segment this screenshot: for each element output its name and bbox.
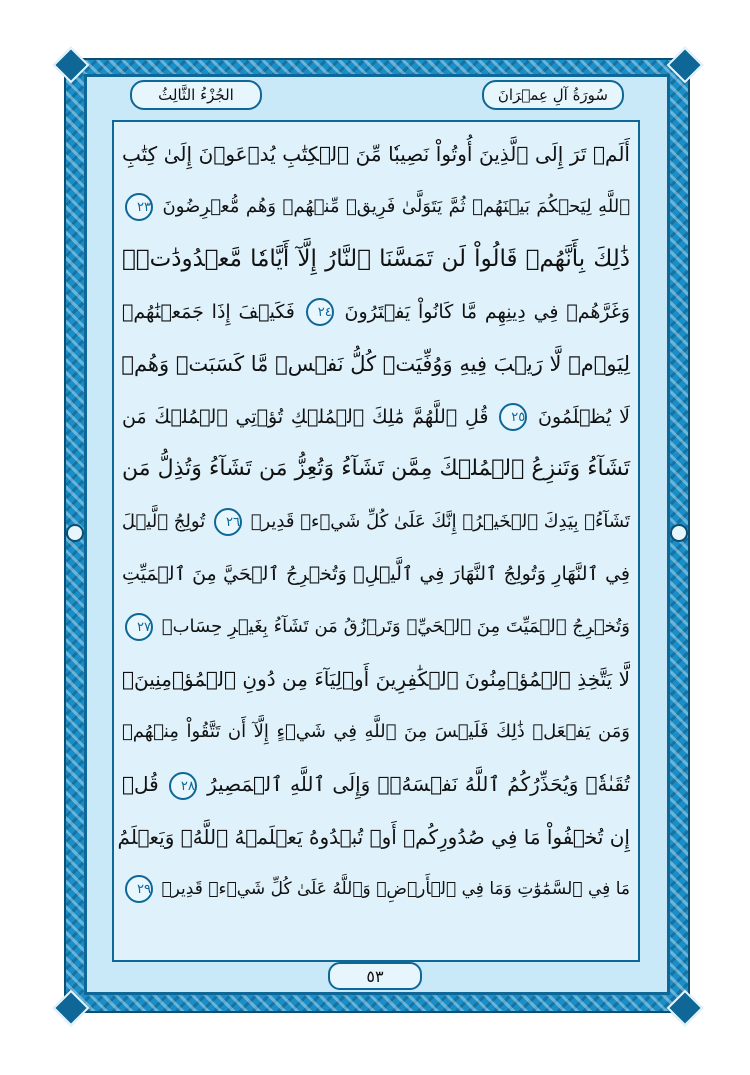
verse-line (116, 128, 636, 181)
verse-line (116, 496, 636, 549)
verse-line (116, 811, 636, 864)
ayah-number-marker: ٢٨ (169, 772, 197, 800)
verse-text: ذَٰلِكَ بِأَنَّهُمۡ قَالُواْ لَن تَمَسَّنَا ٱلنَّارُ إِلَّآ أَيَّامٗا مَّعۡدُودَٰتٖۖ (122, 246, 630, 272)
verse-line (116, 181, 636, 234)
verse-text: وَغَرَّهُمۡ فِي دِينِهِم مَّا كَانُواْ يَفۡتَرُونَ (344, 300, 630, 323)
verse-line (116, 863, 636, 916)
verse-line (116, 443, 636, 496)
verse-line (116, 706, 636, 759)
verse-text: وَتُخۡرِجُ ٱلۡمَيِّتَ مِنَ ٱلۡحَيِّۖ وَتَرۡزُقُ مَن تَشَآءُ بِغَيۡرِ حِسَابٖ (161, 615, 630, 637)
ayah-number-marker: ٢٣ (125, 193, 153, 221)
verse-text: فَكَيۡفَ إِذَا جَمَعۡنَٰهُمۡ (122, 300, 295, 323)
surah-label: سُورَةُ آلِ عِمۡرَانَ (482, 80, 624, 110)
verse-text: تُولِجُ ٱلَّيۡلَ (121, 510, 206, 532)
ayah-number-marker: ٢٤ (306, 298, 334, 326)
verse-line (116, 233, 636, 286)
verse-text: أَلَمۡ تَرَ إِلَى ٱلَّذِينَ أُوتُواْ نَصِيبٗا مِّنَ ٱلۡكِتَٰبِ يُدۡعَوۡنَ إِلَىٰ كِتَٰبِ (122, 142, 630, 166)
verse-text: فِي ٱلنَّهَارِ وَتُولِجُ ٱلنَّهَارَ فِي ٱلَّيۡلِۖ وَتُخۡرِجُ ٱلۡحَيَّ مِنَ ٱلۡمَيِّتِ (122, 563, 630, 585)
ayah-number-marker: ٢٩ (125, 875, 153, 903)
verse-line (116, 286, 636, 339)
verse-text: ٱللَّهِ لِيَحۡكُمَ بَيۡنَهُمۡ ثُمَّ يَتَوَلَّىٰ فَرِيقٞ مِّنۡهُمۡ وَهُم مُّعۡرِضُونَ (162, 195, 630, 217)
verse-line (116, 758, 636, 811)
ayah-number-marker: ٢٧ (125, 613, 153, 641)
page-number: ٥٣ (328, 962, 422, 990)
verse-text: قُلِ ٱللَّهُمَّ مَٰلِكَ ٱلۡمُلۡكِ تُؤۡتِي ٱلۡمُلۡكَ مَن (122, 405, 489, 428)
verse-line (116, 338, 636, 391)
verse-line (116, 548, 636, 601)
verse-line (116, 601, 636, 654)
verse-text: لَا يُظۡلَمُونَ (538, 405, 630, 428)
verse-text: قُلۡ (122, 772, 159, 796)
verse-lines (116, 128, 636, 916)
verse-text: مَا فِي ٱلسَّمَٰوَٰتِ وَمَا فِي ٱلۡأَرۡضِۗ وَٱللَّهُ عَلَىٰ كُلِّ شَيۡءٖ قَدِيرٞ (161, 879, 630, 899)
side-ornament-icon (66, 524, 84, 542)
verse-line (116, 653, 636, 706)
verse-line (116, 391, 636, 444)
verse-text: وَمَن يَفۡعَلۡ ذَٰلِكَ فَلَيۡسَ مِنَ ٱللَّهِ فِي شَيۡءٍ إِلَّآ أَن تَتَّقُواْ مِنۡهُمۡ (122, 720, 630, 742)
page-footer (330, 963, 420, 989)
verse-text: لِيَوۡمٖ لَّا رَيۡبَ فِيهِ وَوُفِّيَتۡ كُلُّ نَفۡسٖ مَّا كَسَبَتۡ وَهُمۡ (121, 352, 630, 376)
juz-label: الجُزْءُ الثَّالِثُ (130, 80, 262, 110)
verse-text: تُقَىٰةٗۗ وَيُحَذِّرُكُمُ ٱللَّهُ نَفۡسَهُۥۗ وَإِلَى ٱللَّهِ ٱلۡمَصِيرُ (207, 772, 630, 796)
verse-text: لَّا يَتَّخِذِ ٱلۡمُؤۡمِنُونَ ٱلۡكَٰفِرِينَ أَوۡلِيَآءَ مِن دُونِ ٱلۡمُؤۡمِنِينَۖ (122, 667, 630, 691)
verse-text: تَشَآءُ وَتَنزِعُ ٱلۡمُلۡكَ مِمَّن تَشَآءُ وَتُعِزُّ مَن تَشَآءُ وَتُذِلُّ مَن (122, 456, 630, 481)
verse-text: إِن تُخۡفُواْ مَا فِي صُدُورِكُمۡ أَوۡ تُبۡدُوهُ يَعۡلَمۡهُ ٱللَّهُۗ وَيَعۡلَمُ (117, 824, 630, 849)
ayah-number-marker: ٢٥ (499, 403, 527, 431)
side-ornament-icon (670, 524, 688, 542)
verse-text: تَشَآءُۖ بِيَدِكَ ٱلۡخَيۡرُۖ إِنَّكَ عَلَىٰ كُلِّ شَيۡءٖ قَدِيرٞ (250, 510, 630, 532)
ayah-number-marker: ٢٦ (214, 508, 242, 536)
page-header (90, 80, 664, 110)
